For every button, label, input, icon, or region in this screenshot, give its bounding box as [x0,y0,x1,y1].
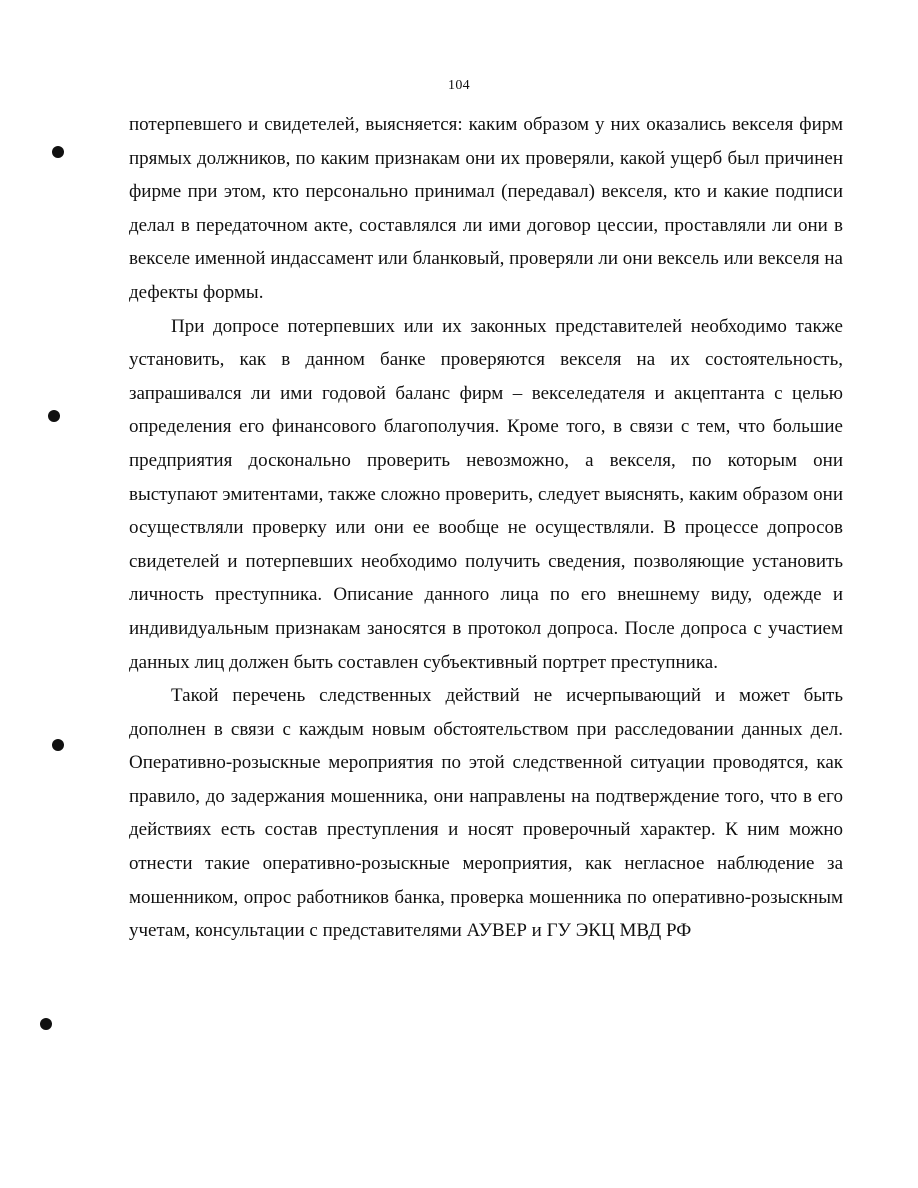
paragraph-1: потерпевшего и свидетелей, выясняется: каким образом у них оказались векселя фирм прямых должников, по каким признакам они их проверяли, какой ущерб был причинен фирме при этом, кто персонально принимал (передавал) векселя, кто и какие подписи делал в передаточном акте, составлялся ли ими договор цессии, проставляли ли они в векселе именной индассамент или бланковый, проверяли ли они вексель или векселя на дефекты формы. [129,114,843,303]
body-text [129,108,843,948]
binder-hole-mark [52,739,64,751]
paragraph-3: Такой перечень следственных действий не исчерпывающий и может быть дополнен в связи с каждым новым обстоятельством при расследовании данных дел. Оперативно-розыскные мероприятия по этой следственной ситуации проводятся, как правило, до задержания мошенника, они направлены на подтверждение того, что в его действиях есть состав преступления и носят проверочный характер. К ним можно отнести такие оперативно-розыскные мероприятия, как негласное наблюдение за мошенником, опрос работников банка, проверка мошенника по оперативно-розыскным учетам, консультации с представителями АУВЕР и ГУ ЭКЦ МВД РФ [129,685,843,942]
binder-hole-mark [40,1018,52,1030]
binder-hole-mark [48,410,60,422]
binder-hole-mark [52,146,64,158]
paragraph-2: При допросе потерпевших или их законных представителей необходимо также установить, как в данном банке проверяются векселя на их состоятельность, запрашивался ли ими годовой баланс фирм – векселедателя и акцептанта с целью определения его финансового благополучия. Кроме того, в связи с тем, что большие предприятия досконально проверить невозможно, а векселя, по которым они выступают эмитентами, также сложно проверить, следует выяснять, каким образом они осуществляли проверку или они ее вообще не осуществляли. В процессе допросов свидетелей и потерпевших необходимо получить сведения, позволяющие установить личность преступника. Описание данного лица по его внешнему виду, одежде и индивидуальным признакам заносятся в протокол допроса. После допроса с участием данных лиц должен быть составлен субъективный портрет преступника. [129,315,843,673]
page-number: 104 [448,78,470,93]
